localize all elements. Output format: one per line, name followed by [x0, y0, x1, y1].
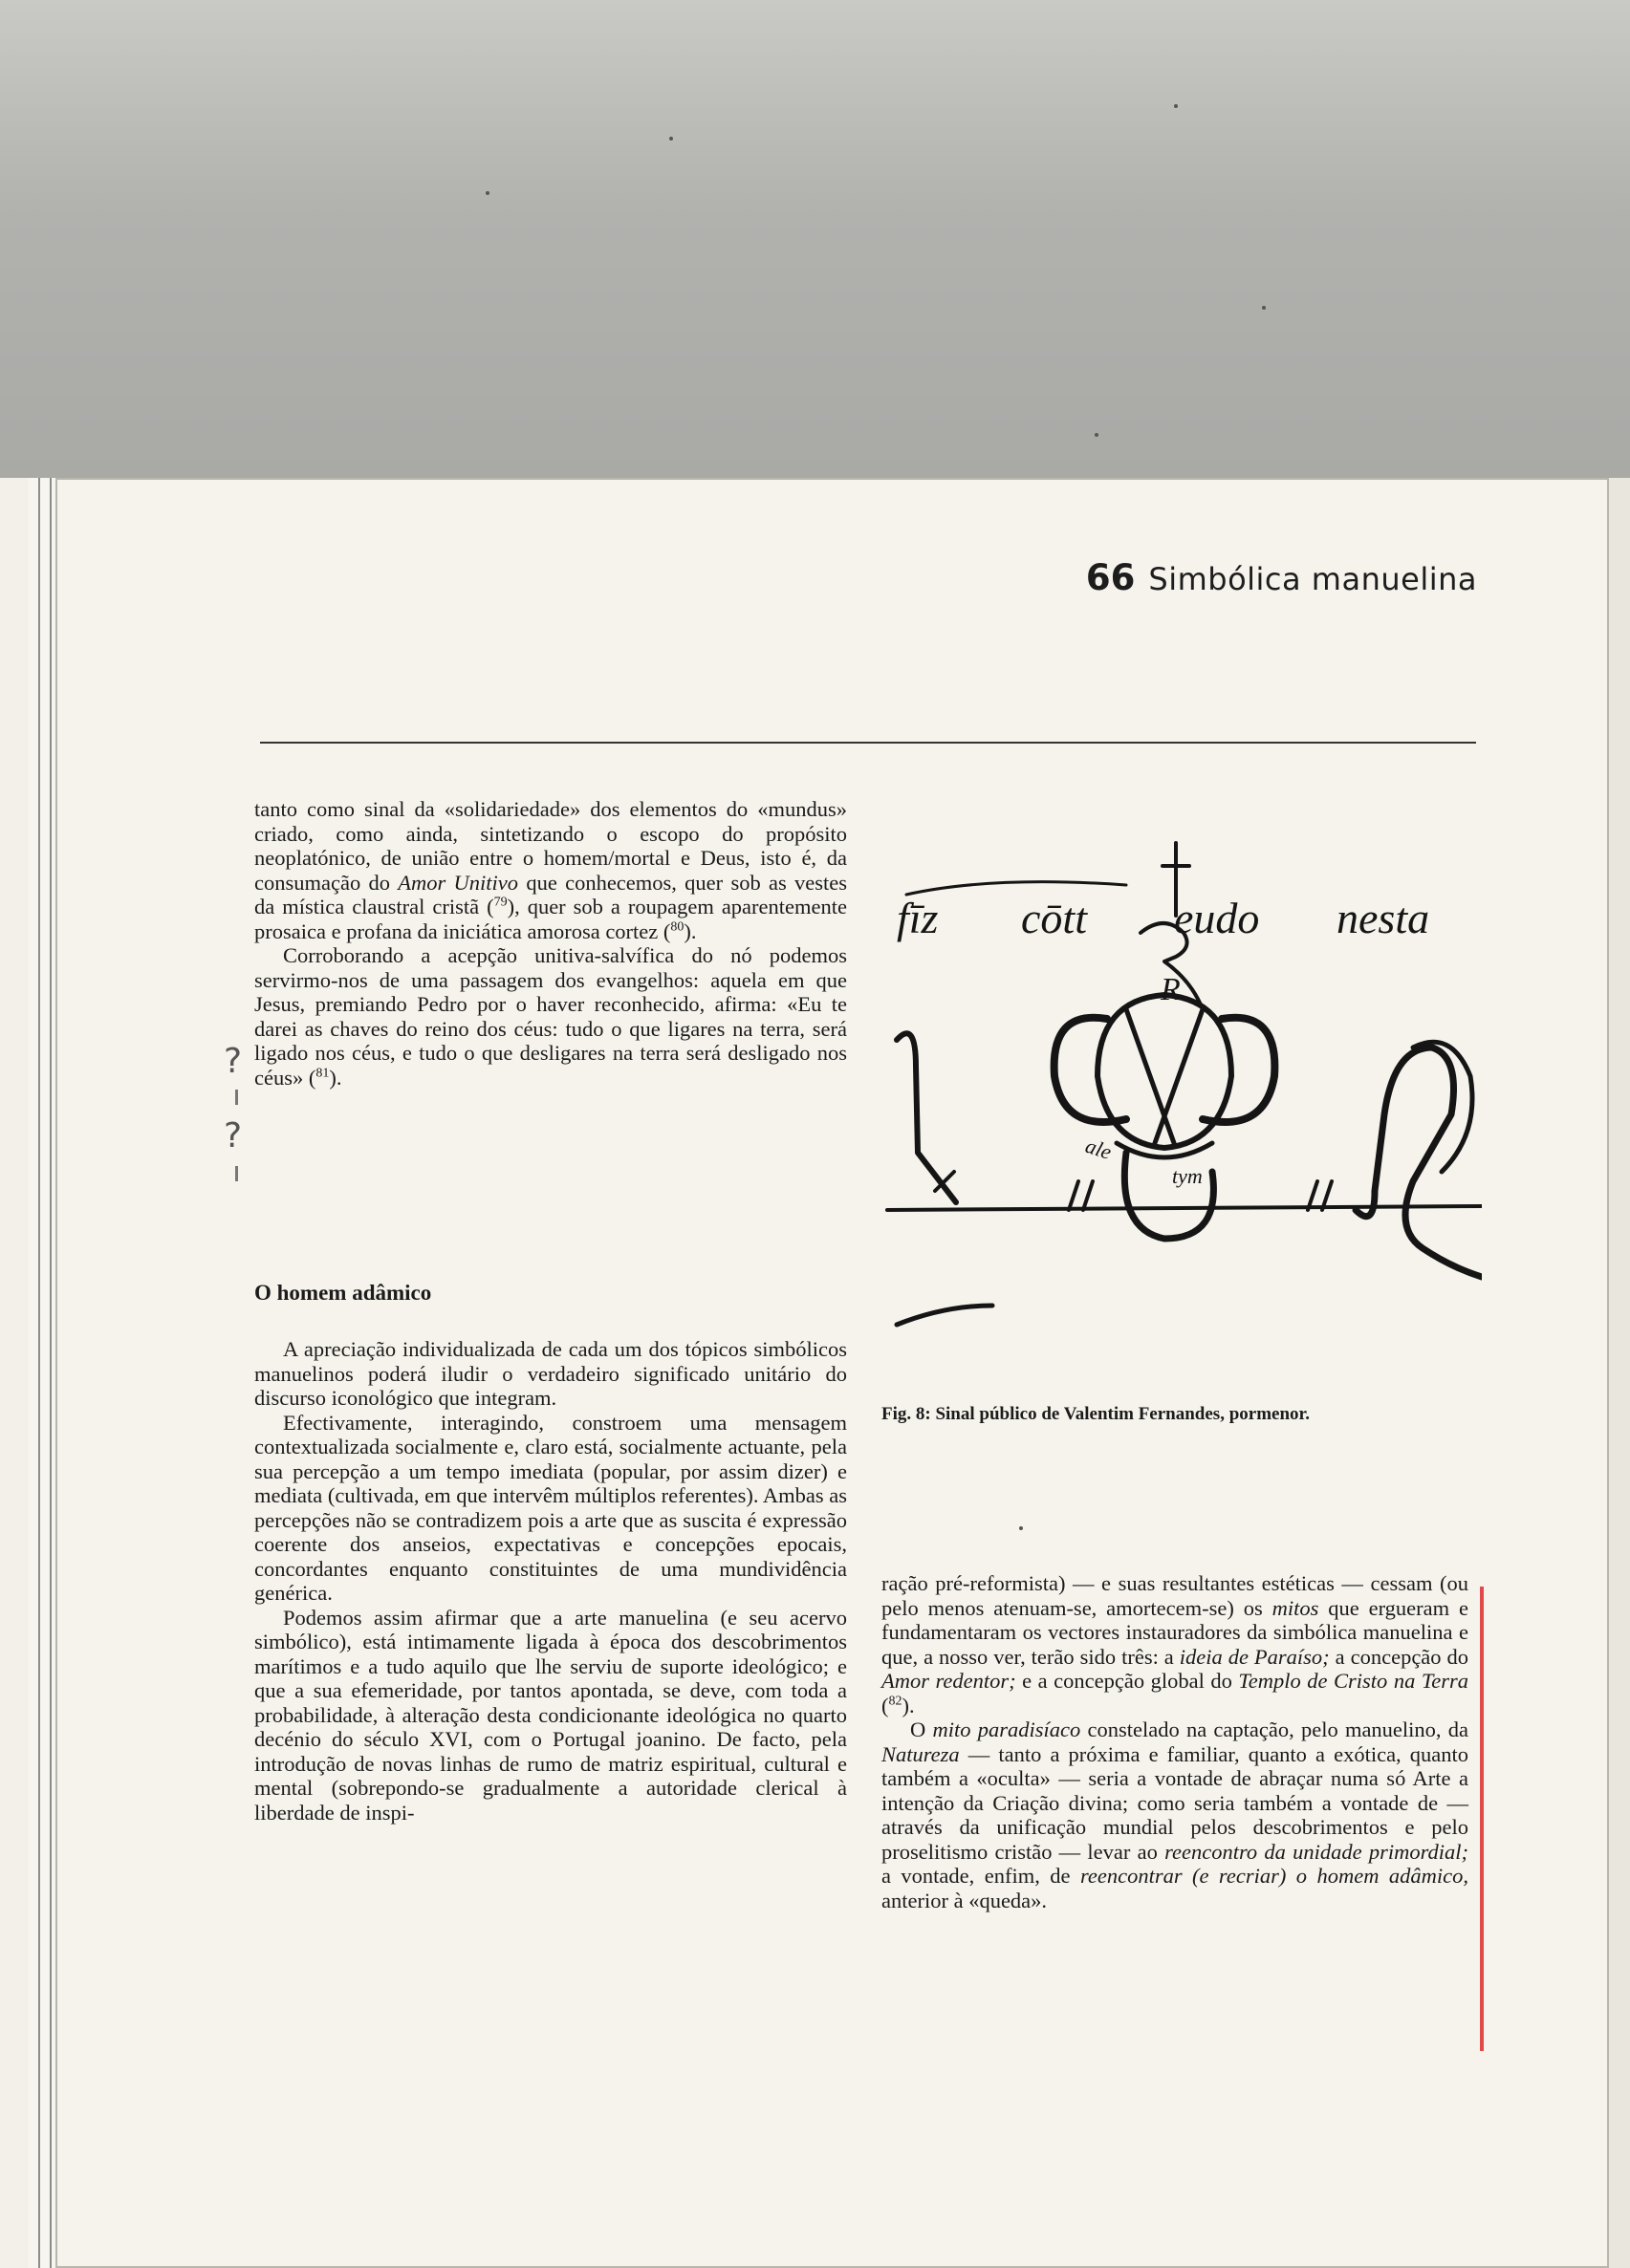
section-heading: O homem adâmico: [254, 1281, 432, 1305]
italic-text: mito paradisíaco: [932, 1717, 1081, 1741]
text: ).: [684, 918, 697, 943]
paragraph: [254, 797, 847, 943]
left-column-section: [254, 1337, 847, 1825]
knot-letter: R: [1161, 972, 1181, 1007]
text: tanto como sinal da «solidariedade» dos elementos do «mundus» criado, como ainda, sintetizando o escopo do propósito neoplatónico, de união entre o homem/mortal e Deus, isto é, da consumação do: [254, 797, 847, 895]
italic-text: reencontro da unidade primordial;: [1164, 1839, 1468, 1864]
dust-speck: [1262, 306, 1266, 310]
script-word-3: eudo: [1174, 894, 1260, 942]
dust-speck: [1174, 104, 1178, 108]
paragraph: A apreciação individualizada de cada um dos tópicos simbólicos manuelinos poderá iludir o verdadeiro significado unitário do discurso iconológico que integram.: [254, 1337, 847, 1410]
margin-question-mark: ?: [224, 1042, 243, 1081]
dust-speck: [486, 191, 489, 195]
knot-loop-right: [1203, 1018, 1274, 1122]
text: anterior à «queda».: [881, 1888, 1048, 1912]
stray-stroke: [897, 1306, 992, 1325]
script-word-1: fīz: [897, 894, 939, 942]
dust-speck: [1019, 1526, 1023, 1530]
footnote-ref: 81: [315, 1066, 330, 1080]
text: que ergueram e fundamentaram os vectores instauradores da simbólica manuelina e que, a nosso ver, terão sido três: a: [881, 1595, 1469, 1669]
text: ).: [902, 1693, 915, 1717]
text: constelado na captação, pelo manuelino, da: [1087, 1717, 1469, 1741]
figure-notary-sign: [878, 828, 1482, 1363]
margin-tick: [235, 1090, 238, 1105]
text: e a concepção global do: [1022, 1669, 1232, 1693]
italic-text: ideia de Paraíso;: [1179, 1644, 1330, 1669]
italic-text: Natureza: [881, 1741, 960, 1766]
script-word-2: cōtt: [1021, 894, 1087, 942]
left-column-top: [254, 797, 847, 1090]
paragraph: [881, 1571, 1468, 1717]
italic-text: mitos: [1271, 1595, 1319, 1620]
paragraph: Podemos assim afirmar que a arte manuelina (e seu acervo simbólico), está intimamente ligada à época dos descobrimentos marítimos e a tudo aquilo que lhe serviu de suporte ideológico; e que a sua efemeridade, por tantos apontada, se deve, com toda a probabilidade, à alteração desta condicionante ideológica no quarto decénio do século XVI, com o Portugal joanino. De facto, pela introdução de novas linhas de rumo de matriz espiritual, cultural e mental (sobrepondo-se gradualmente a autoridade clerical à liberdade de inspi-: [254, 1605, 847, 1825]
text: que conhecemos, quer sob as vestes da mística claustral cristã (: [254, 870, 847, 918]
baseline-line: [887, 1206, 1482, 1210]
italic-text: Amor redentor;: [881, 1669, 1016, 1693]
tick-strokes: [1069, 1181, 1093, 1210]
text: a concepção do: [1335, 1644, 1469, 1669]
footnote-ref: 80: [670, 919, 685, 934]
notary-sign-drawing: [878, 828, 1482, 1363]
right-flourish: [1413, 1042, 1472, 1172]
knot-cross-strokes: [1126, 1009, 1203, 1143]
sheet-edge-right: [1609, 478, 1630, 2268]
scanner-background: [0, 0, 1630, 535]
red-margin-mark: [1480, 1587, 1484, 2051]
margin-tick: [235, 1166, 238, 1181]
running-title: Simbólica manuelina: [1148, 561, 1477, 597]
running-header: [1086, 557, 1477, 598]
text: (: [881, 1693, 889, 1717]
underline-stroke: [906, 882, 1126, 895]
sheet-edge-line: [38, 478, 40, 2268]
text: ), quer sob a roupagem aparentemente prosaica e profana da iniciática amorosa cortez (: [254, 895, 847, 943]
header-rule: [260, 742, 1476, 744]
italic-text: reencontrar (e recriar) o homem adâmico,: [1079, 1864, 1468, 1888]
right-flourish: [1356, 1048, 1482, 1277]
footnote-ref: 82: [888, 1694, 902, 1708]
knot-letter: tym: [1172, 1164, 1203, 1188]
script-word-4: nesta: [1337, 894, 1430, 942]
text: — tanto a próxima e familiar, quanto a exótica, quanto também a «oculta» — seria a vontade de abraçar numa só Arte a intenção da Criação divina; como seria também a vontade de — através da unificação mundial pelos descobrimentos e pelo proselitismo cristão — levar ao: [881, 1741, 1468, 1864]
footnote-ref: 79: [493, 895, 508, 910]
dust-speck: [1095, 433, 1098, 437]
italic-text: Templo de Cristo na Terra: [1238, 1669, 1469, 1693]
text: O: [910, 1717, 926, 1741]
text: ).: [329, 1065, 342, 1090]
right-column: [881, 1571, 1468, 1912]
knot-center: [1098, 995, 1231, 1148]
paragraph: Efectivamente, interagindo, constroem uma mensagem contextualizada socialmente e, claro está, socialmente actuante, pela sua percepção a um tempo imediata (popular, por assim dizer) e mediata (cultivada, em que intervêm múltiplos referentes). Ambas as percepções não se contradizem pois a arte que as suscita é expressão coerente dos anseios, expectativas e concepções epocais, concordantes enquanto constituintes de uma mundividência genérica.: [254, 1410, 847, 1605]
italic-text: Amor Unitivo: [398, 870, 519, 895]
margin-question-mark: ?: [224, 1116, 243, 1156]
page-number: 66: [1085, 557, 1136, 598]
knot-loop-left: [1054, 1018, 1126, 1122]
text: ração pré-reformista) — e suas resultantes estéticas — cessam (ou pelo menos atenuam-se, amortecem-se) os: [881, 1571, 1468, 1620]
text: Corroborando a acepção unitiva-salvífica do nó podemos servirmo-nos de uma passagem dos evangelhos: aquela em que Jesus, premiando Pedro por o haver reconhecido, afirma: «Eu te darei as chaves do reino dos céus: tudo o que ligares na terra, será ligado nos céus, e tudo o que desligares na terra será desligado nos céus» (: [254, 943, 847, 1090]
dust-speck: [669, 137, 673, 140]
knot-letter: ale: [1082, 1133, 1115, 1164]
text: a vontade, enfim, de: [881, 1864, 1071, 1888]
paragraph: [881, 1717, 1468, 1912]
sheet-edge-line: [50, 478, 52, 2268]
paragraph: [254, 943, 847, 1090]
figure-caption: Fig. 8: Sinal público de Valentim Fernandes, pormenor.: [881, 1404, 1310, 1424]
